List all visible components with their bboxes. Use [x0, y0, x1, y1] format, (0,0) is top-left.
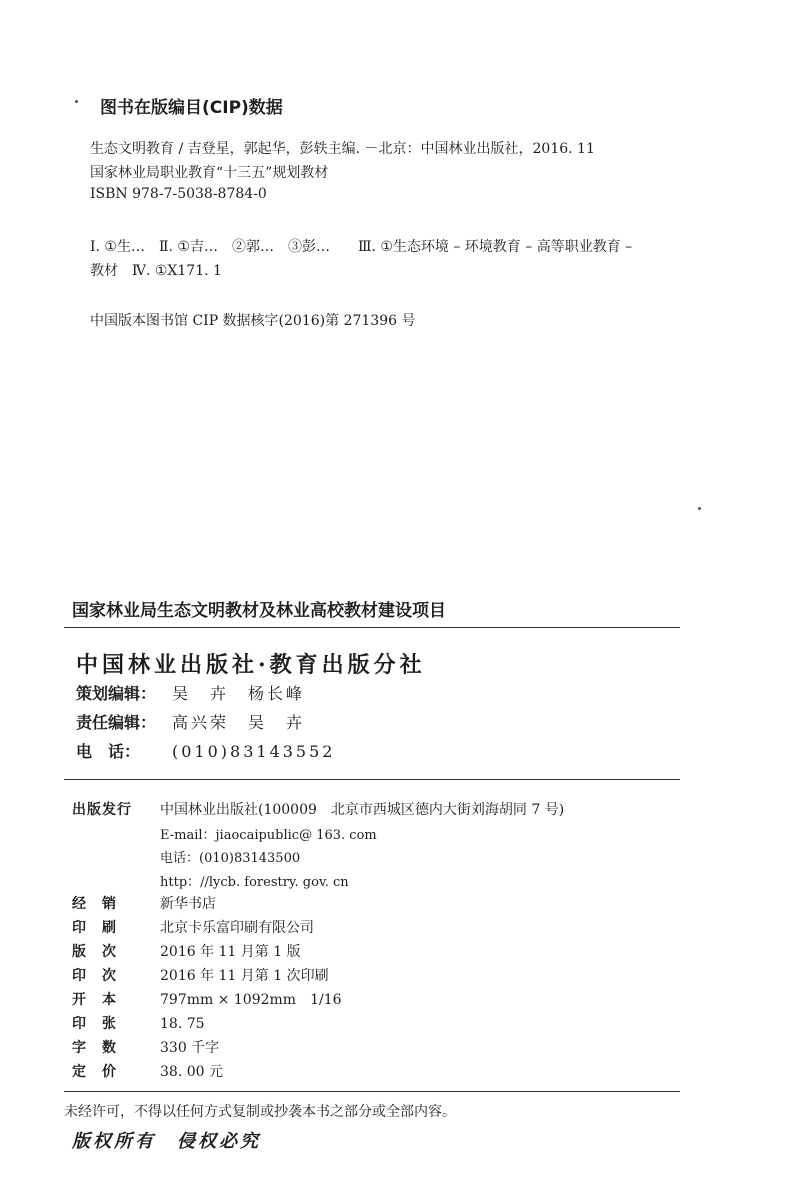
- planning-editor-row: [76, 681, 305, 704]
- publication-info-row: [72, 965, 329, 985]
- publication-info-value: 797mm × 1092mm 1/16: [160, 992, 342, 1008]
- publication-info-label: 字 数: [72, 1040, 117, 1056]
- cip-classification-line-1: Ⅰ. ①生… Ⅱ. ①吉… ②郭… ③彭… Ⅲ. ①生态环境 – 环境教育 – 高等职业教育 –: [90, 239, 633, 255]
- cip-series-line: 国家林业局职业教育“十三五”规划教材: [90, 165, 329, 181]
- publication-info-label: 开 本: [72, 992, 117, 1008]
- publication-info-row: [72, 989, 342, 1009]
- responsible-editor-row: [76, 710, 305, 733]
- responsible-editor-label: 责任编辑：: [76, 713, 157, 732]
- publication-info-label: 印 张: [72, 1016, 117, 1032]
- issue-label: 出版发行: [72, 802, 132, 818]
- publisher-brand: 中国林业出版社·教育出版分社: [76, 652, 426, 678]
- speck-mark: [698, 507, 701, 510]
- publication-info-label: 印 次: [72, 968, 117, 984]
- publication-info-row: [72, 1061, 223, 1081]
- divider-line: [64, 1091, 680, 1092]
- editorial-phone-value: (010)83143552: [172, 742, 336, 761]
- planning-editor-value: 吴 卉 杨长峰: [172, 684, 306, 703]
- cip-title-line: 生态文明教育 / 吉登星，郭起华，彭轶主编. －北京：中国林业出版社，2016. 11: [90, 141, 595, 157]
- publication-info-value: 38. 00 元: [160, 1064, 223, 1080]
- publication-info-value: 330 千字: [160, 1040, 220, 1056]
- tel-line: 电话：(010)83143500: [160, 851, 301, 866]
- project-title: 国家林业局生态文明教材及林业高校教材建设项目: [72, 601, 446, 621]
- publication-info-label: 定 价: [72, 1064, 117, 1080]
- publication-info-label: 版 次: [72, 944, 117, 960]
- planning-editor-label: 策划编辑：: [76, 684, 157, 703]
- website-line: http：//lycb. forestry. gov. cn: [160, 875, 349, 890]
- publication-info-row: [72, 941, 301, 961]
- publication-info-value: 2016 年 11 月第 1 版: [160, 944, 301, 960]
- editorial-phone-row: [76, 739, 335, 762]
- divider-line: [64, 627, 680, 628]
- publication-info-row: [72, 917, 314, 937]
- publication-info-value: 新华书店: [160, 896, 216, 912]
- publication-info-label: 印 刷: [72, 920, 117, 936]
- cip-isbn-line: ISBN 978-7-5038-8784-0: [90, 186, 267, 202]
- cip-classification-line-2: 教材 Ⅳ. ①X171. 1: [90, 263, 222, 279]
- publication-info-value: 北京卡乐富印刷有限公司: [160, 920, 314, 936]
- publication-info-label: 经 销: [72, 896, 117, 912]
- publication-info-value: 18. 75: [160, 1016, 205, 1032]
- rights-reserved: 版权所有 侵权必究: [72, 1131, 261, 1152]
- publication-info-row: [72, 1037, 219, 1057]
- issue-row: [72, 799, 564, 819]
- publication-info-value: 2016 年 11 月第 1 次印刷: [160, 968, 329, 984]
- copyright-notice: 未经许可，不得以任何方式复制或抄袭本书之部分或全部内容。: [64, 1104, 456, 1120]
- issue-value: 中国林业出版社(100009 北京市西城区德内大街刘海胡同 7 号): [160, 802, 565, 818]
- publication-info-row: [72, 1013, 205, 1033]
- responsible-editor-value: 高兴荣 吴 卉: [172, 713, 306, 732]
- publication-info-row: [72, 893, 216, 913]
- speck-mark: [75, 100, 78, 103]
- editorial-phone-label: 电 话：: [76, 742, 141, 761]
- cip-heading: 图书在版编目(CIP)数据: [100, 98, 283, 118]
- cip-number-line: 中国版本图书馆 CIP 数据核字(2016)第 271396 号: [90, 313, 416, 329]
- divider-line: [64, 779, 680, 780]
- email-line: E-mail：jiaocaipublic@ 163. com: [160, 828, 377, 843]
